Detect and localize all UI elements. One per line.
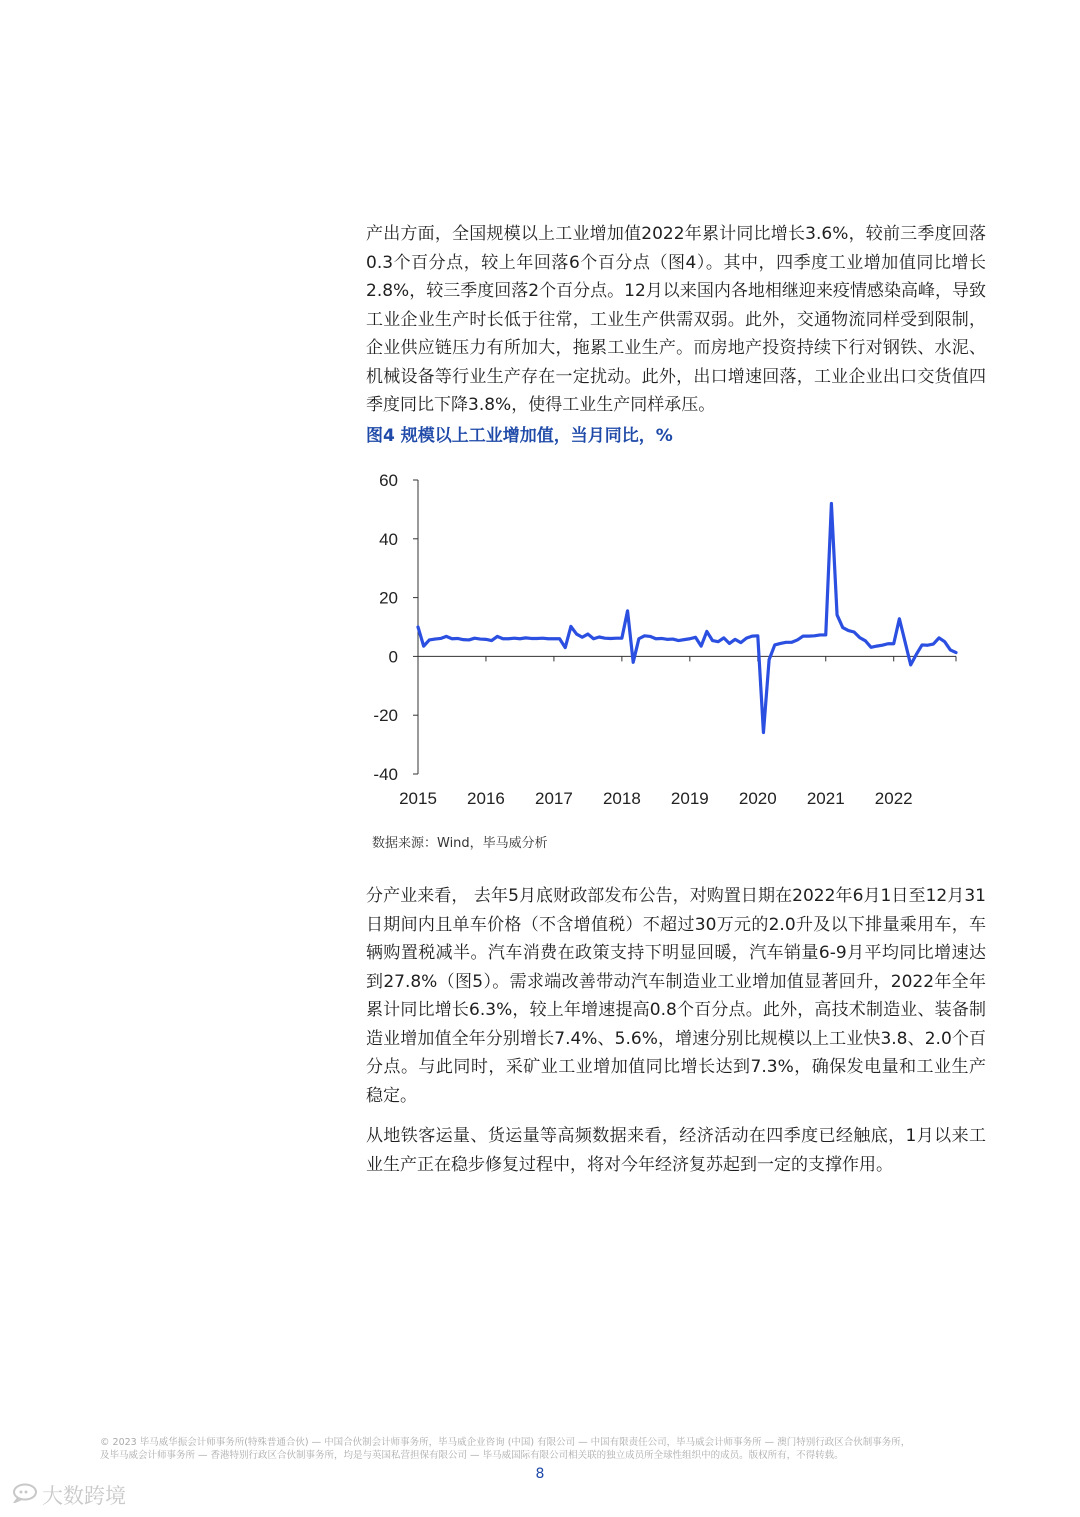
series-line bbox=[418, 504, 956, 733]
watermark-text: 大数跨境 bbox=[42, 1484, 126, 1508]
page-number: 8 bbox=[535, 1466, 545, 1482]
watermark bbox=[12, 1480, 126, 1510]
x-tick-label: 2019 bbox=[670, 789, 709, 808]
data-source-note: 数据来源：Wind，毕马威分析 bbox=[372, 836, 548, 851]
x-tick-label: 2015 bbox=[399, 789, 437, 808]
x-tick-label: 2021 bbox=[806, 789, 845, 808]
x-tick-label: 2022 bbox=[874, 789, 913, 808]
x-tick-label: 2018 bbox=[602, 789, 641, 808]
footer-line-1: © 2023 毕马威华振会计师事务所(特殊普通合伙) — 中国合伙制会计师事务所，毕马威企业咨询 (中国) 有限公司 — 中国有限责任公司，毕马威会计师事务所 — 澳门特别行政区合伙制事务所， bbox=[100, 1437, 911, 1448]
x-tick-label: 2016 bbox=[467, 789, 505, 808]
x-tick-label: 2017 bbox=[535, 789, 573, 808]
chart-axes bbox=[418, 480, 956, 774]
x-tick-label: 2020 bbox=[738, 789, 777, 808]
y-tick-label: 0 bbox=[388, 647, 398, 667]
y-tick-label: 60 bbox=[379, 471, 398, 490]
figure-title: 图4 规模以上工业增加值，当月同比，% bbox=[366, 426, 673, 446]
y-tick-label: -40 bbox=[373, 765, 398, 784]
y-axis-ticks bbox=[373, 471, 418, 784]
footer-line-2: 及毕马威会计师事务所 — 香港特别行政区合伙制事务所，均是与英国私营担保有限公司 — 毕马威国际有限公司相关联的独立成员所全球性组织中的成员。版权所有，不得转载。 bbox=[100, 1450, 844, 1461]
series-line-group bbox=[418, 504, 956, 733]
speech-bubble-icon bbox=[12, 1483, 38, 1508]
y-tick-label: -20 bbox=[373, 706, 398, 726]
paragraph-industry: 分产业来看， 去年5月底财政部发布公告，对购置日期在2022年6月1日至12月31日期间内且单车价格（不含增值税）不超过30万元的2.0升及以下排量乘用车，车辆购置税减半。汽车消费在政策支持下明显回暖，汽车销量6-9月平均同比增速达到27.8%（图5）。需求端改善带动汽车制造业工业增加值显著回升，2022年全年累计同比增长6.3%，较上年增速提高0.8个百分点。此外，高技术制造业、装备制造业增加值全年分别增长7.4%、5.6%，增速分别比规模以上工业快3.8、2.0个百分点。与此同时，采矿业工业增加值同比增长达到7.3%，确保发电量和工业生产稳定。 bbox=[366, 886, 986, 1106]
x-axis-ticks bbox=[399, 656, 956, 808]
copyright-footer bbox=[100, 1436, 990, 1462]
y-tick-label: 20 bbox=[379, 588, 398, 608]
industrial-value-added-chart bbox=[360, 460, 980, 830]
y-tick-label: 40 bbox=[379, 529, 398, 549]
paragraph-high-frequency: 从地铁客运量、货运量等高频数据来看，经济活动在四季度已经触底，1月以来工业生产正在稳步修复过程中，将对今年经济复苏起到一定的支撑作用。 bbox=[366, 1126, 986, 1175]
paragraph-output: 产出方面，全国规模以上工业增加值2022年累计同比增长3.6%，较前三季度回落0.3个百分点，较上年回落6个百分点（图4）。其中，四季度工业增加值同比增长2.8%，较三季度回落2个百分点。12月以来国内各地相继迎来疫情感染高峰，导致工业企业生产时长低于往常，工业生产供需双弱。此外，交通物流同样受到限制，企业供应链压力有所加大，拖累工业生产。而房地产投资持续下行对钢铁、水泥、机械设备等行业生产存在一定扰动。此外，出口增速回落，工业企业出口交货值四季度同比下降3.8%，使得工业生产同样承压。 bbox=[366, 224, 986, 415]
